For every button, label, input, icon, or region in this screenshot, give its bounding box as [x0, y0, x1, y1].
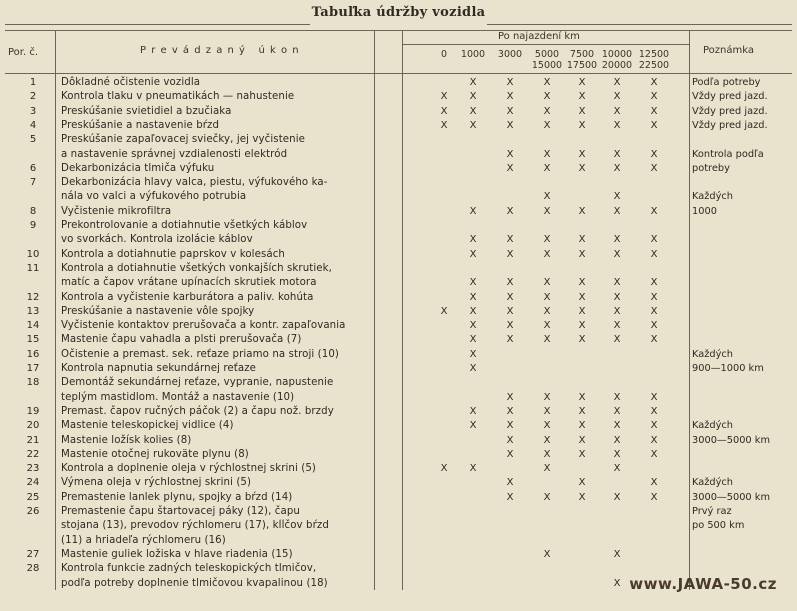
interval-mark: X — [506, 491, 514, 503]
row-number: 6 — [29, 162, 37, 174]
interval-mark: X — [469, 320, 477, 332]
interval-mark: X — [543, 291, 551, 303]
row-task: Premastenie lanlek plynu, spojky a bŕzd (14) — [61, 491, 293, 503]
table-row — [0, 148, 797, 162]
interval-mark: X — [506, 277, 514, 289]
table-row — [0, 219, 797, 233]
row-number: 17 — [26, 363, 40, 374]
interval-mark: X — [506, 234, 514, 246]
interval-mark: X — [543, 191, 551, 203]
interval-mark: X — [613, 334, 621, 346]
title-rule-right — [487, 24, 792, 25]
table-row — [0, 348, 797, 362]
row-number: 23 — [26, 463, 40, 475]
interval-mark: X — [543, 491, 551, 503]
interval-mark: X — [650, 420, 658, 432]
interval-mark: X — [543, 434, 551, 446]
interval-mark: X — [506, 119, 514, 131]
row-task: Dekarbonizácia tlmiča výfuku — [61, 162, 215, 174]
row-number: 19 — [26, 405, 40, 417]
row-number: 15 — [26, 334, 40, 346]
header-km-group: Po najazdení km — [498, 31, 580, 42]
interval-mark: X — [650, 320, 658, 332]
table-row — [0, 319, 797, 333]
interval-mark: X — [613, 491, 621, 503]
interval-mark: X — [469, 234, 477, 246]
interval-mark: X — [650, 291, 658, 303]
interval-mark: X — [578, 105, 586, 117]
interval-mark: X — [543, 277, 551, 289]
interval-mark: X — [506, 448, 514, 460]
km-column-header — [493, 49, 527, 60]
interval-mark: X — [506, 248, 514, 260]
interval-mark: X — [440, 105, 448, 117]
interval-mark: X — [469, 119, 477, 131]
table-row — [0, 248, 797, 262]
row-task: Kontrola tlaku v pneumatikách — nahustenie — [61, 91, 295, 103]
row-task: Preskúšanie svietidiel a bzučiaka — [61, 105, 232, 117]
km-value: 0 — [440, 49, 448, 60]
interval-mark: X — [506, 420, 514, 432]
interval-mark: X — [613, 391, 621, 403]
interval-mark: X — [613, 148, 621, 160]
interval-mark: X — [506, 477, 514, 489]
interval-mark: X — [506, 148, 514, 160]
km-value: 3000 — [497, 49, 523, 60]
interval-mark: X — [650, 77, 658, 88]
title-rule-left — [5, 24, 310, 25]
row-number: 8 — [29, 205, 37, 217]
interval-mark: X — [543, 391, 551, 403]
interval-mark: X — [578, 405, 586, 417]
row-task: matíc a čapov vrátane upínacích skrutiek motora — [61, 277, 317, 289]
row-note: 3000—5000 km — [692, 434, 770, 446]
interval-mark: X — [578, 119, 586, 131]
interval-mark: X — [469, 405, 477, 417]
interval-mark: X — [543, 119, 551, 131]
table-row — [0, 505, 797, 519]
row-task: Výmena oleja v rýchlostnej skrini (5) — [61, 477, 252, 489]
row-task: Kontrola a doplnenie oleja v rýchlostnej skrini (5) — [61, 463, 316, 475]
table-row — [0, 548, 797, 562]
table-row — [0, 105, 797, 119]
interval-mark: X — [650, 105, 658, 117]
row-task: Vyčistenie mikrofiltra — [61, 205, 172, 217]
interval-mark: X — [543, 548, 551, 560]
row-task: Kontrola a dotiahnutie paprskov v kolesách — [61, 248, 285, 260]
interval-mark: X — [506, 405, 514, 417]
km-value: 12500 — [638, 49, 670, 60]
interval-mark: X — [506, 434, 514, 446]
row-task: Prekontrolovanie a dotiahnutie všetkých káblov — [61, 220, 308, 231]
table-row — [0, 491, 797, 505]
interval-mark: X — [578, 448, 586, 460]
table-row — [0, 519, 797, 533]
table-row — [0, 133, 797, 147]
row-task: Očistenie a premast. sek. reťaze priamo na stroji (10) — [61, 348, 339, 360]
row-note: potreby — [692, 162, 730, 174]
interval-mark: X — [506, 320, 514, 332]
interval-mark: X — [613, 77, 621, 88]
row-number: 16 — [26, 348, 40, 360]
header-note: Poznámka — [703, 45, 754, 56]
table-row — [0, 90, 797, 104]
header-top-rule — [5, 30, 792, 31]
interval-mark: X — [613, 420, 621, 432]
table-row — [0, 76, 797, 90]
interval-mark: X — [613, 248, 621, 260]
interval-mark: X — [469, 291, 477, 303]
interval-mark: X — [578, 420, 586, 432]
interval-mark: X — [469, 463, 477, 475]
interval-mark: X — [578, 91, 586, 103]
interval-mark: X — [650, 91, 658, 103]
row-task: Preskúšanie a nastavenie vôle spojky — [61, 305, 255, 317]
interval-mark: X — [613, 463, 621, 475]
row-task: Mastenie teleskopickej vidlice (4) — [61, 420, 234, 432]
table-title: Tabuľka údržby vozidla — [311, 5, 486, 20]
interval-mark: X — [650, 334, 658, 346]
interval-mark: X — [613, 91, 621, 103]
row-task: Kontrola a dotiahnutie všetkých vonkajších skrutiek, — [61, 262, 333, 274]
interval-mark: X — [469, 105, 477, 117]
row-task: teplým mastidlom. Montáž a nastavenie (10) — [61, 391, 295, 403]
interval-mark: X — [613, 320, 621, 332]
interval-mark: X — [506, 77, 514, 88]
interval-mark: X — [543, 448, 551, 460]
row-task: Premast. čapov ručných páčok (2) a čapu nož. brzdy — [61, 405, 334, 417]
interval-mark: X — [543, 420, 551, 432]
interval-mark: X — [543, 162, 551, 174]
interval-mark: X — [543, 334, 551, 346]
interval-mark: X — [613, 191, 621, 203]
table-row — [0, 162, 797, 176]
interval-mark: X — [613, 448, 621, 460]
interval-mark: X — [578, 291, 586, 303]
interval-mark: X — [613, 205, 621, 217]
row-note: Vždy pred jazd. — [692, 105, 768, 117]
interval-mark: X — [506, 334, 514, 346]
watermark: www.JAWA-50.cz — [629, 575, 777, 593]
interval-mark: X — [650, 491, 658, 503]
row-task: Kontrola a vyčistenie karburátora a paliv. kohúta — [61, 291, 314, 303]
row-task: Kontrola napnutia sekundárnej reťaze — [61, 363, 257, 374]
interval-mark: X — [613, 119, 621, 131]
table-row — [0, 476, 797, 490]
interval-mark: X — [440, 91, 448, 103]
row-task: (11) a hriadeľa rýchlomeru (16) — [61, 534, 226, 546]
row-task: Preskúšanie zapaľovacej sviečky, jej vyčistenie — [61, 134, 306, 146]
interval-mark: X — [506, 105, 514, 117]
interval-mark: X — [650, 391, 658, 403]
km-value: 10000 — [601, 49, 633, 60]
row-task: Dôkladné očistenie vozidla — [61, 77, 201, 88]
interval-mark: X — [543, 463, 551, 475]
interval-mark: X — [578, 305, 586, 317]
km-value: 1000 — [460, 49, 486, 60]
row-number: 13 — [26, 305, 40, 317]
row-number: 3 — [29, 105, 37, 117]
km-value: 7500 — [569, 49, 595, 60]
table-row — [0, 376, 797, 390]
row-note: Vždy pred jazd. — [692, 119, 768, 131]
interval-mark: X — [469, 91, 477, 103]
row-task: Mastenie čapu vahadla a plsti prerušovača (7) — [61, 334, 302, 346]
interval-mark: X — [613, 162, 621, 174]
interval-mark: X — [543, 305, 551, 317]
interval-mark: X — [543, 91, 551, 103]
interval-mark: X — [506, 205, 514, 217]
interval-mark: X — [650, 148, 658, 160]
interval-mark: X — [650, 205, 658, 217]
table-row — [0, 233, 797, 247]
interval-mark: X — [650, 119, 658, 131]
interval-mark: X — [469, 348, 477, 360]
row-task: stojana (13), prevodov rýchlomeru (17), kĺĺčov bŕzd — [61, 520, 329, 532]
km-column-header — [637, 49, 671, 71]
row-number: 10 — [26, 248, 40, 260]
interval-mark: X — [469, 205, 477, 217]
interval-mark: X — [650, 162, 658, 174]
interval-mark: X — [650, 405, 658, 417]
table-row — [0, 434, 797, 448]
row-task: Mastenie otočnej rukoväte plynu (8) — [61, 448, 249, 460]
row-task: Kontrola funkcie zadných teleskopických tlmičov, — [61, 563, 317, 575]
interval-mark: X — [440, 119, 448, 131]
row-note: po 500 km — [692, 520, 745, 532]
table-row — [0, 119, 797, 133]
interval-mark: X — [613, 405, 621, 417]
row-number: 14 — [26, 320, 40, 332]
interval-mark: X — [440, 463, 448, 475]
table-row — [0, 462, 797, 476]
table-row — [0, 262, 797, 276]
row-number: 1 — [29, 77, 37, 88]
interval-mark: X — [543, 148, 551, 160]
interval-mark: X — [613, 277, 621, 289]
table-row — [0, 391, 797, 405]
interval-mark: X — [543, 248, 551, 260]
km-column-header — [600, 49, 634, 71]
interval-mark: X — [578, 205, 586, 217]
km-column-header — [565, 49, 599, 71]
interval-mark: X — [543, 105, 551, 117]
interval-mark: X — [578, 491, 586, 503]
interval-mark: X — [578, 77, 586, 88]
row-note: 1000 — [692, 205, 717, 217]
row-note: Kontrola podľa — [692, 148, 764, 160]
row-task: a nastavenie správnej vzdialenosti elektród — [61, 148, 288, 160]
row-number: 26 — [26, 506, 40, 517]
interval-mark: X — [469, 305, 477, 317]
row-task: nála vo valci a výfukového potrubia — [61, 191, 247, 203]
header-num: Por. č. — [8, 47, 39, 58]
interval-mark: X — [578, 234, 586, 246]
interval-mark: X — [578, 477, 586, 489]
km-value-second: 15000 — [531, 60, 563, 71]
row-number: 25 — [26, 491, 40, 503]
table-row — [0, 276, 797, 290]
row-note: Prvý raz — [692, 506, 732, 517]
km-value: 5000 — [534, 49, 560, 60]
interval-mark: X — [650, 448, 658, 460]
interval-mark: X — [613, 105, 621, 117]
interval-mark: X — [506, 305, 514, 317]
row-note: Každých — [692, 420, 734, 432]
interval-mark: X — [650, 248, 658, 260]
interval-mark: X — [650, 477, 658, 489]
header-bottom-rule — [5, 73, 792, 74]
row-task: vo svorkách. Kontrola izolácie káblov — [61, 234, 253, 246]
km-group-rule — [402, 44, 689, 45]
table-row — [0, 190, 797, 204]
row-number: 7 — [29, 177, 37, 189]
row-note: Každých — [692, 477, 734, 489]
km-value-second: 20000 — [601, 60, 633, 71]
table-row — [0, 205, 797, 219]
row-task: Vyčistenie kontaktov prerušovača a kontr. zapaľovania — [61, 320, 346, 332]
row-task: Dekarbonizácia hlavy valca, piestu, výfukového ka- — [61, 177, 328, 189]
row-number: 9 — [29, 220, 37, 231]
km-value-second: 22500 — [638, 60, 670, 71]
row-number: 4 — [29, 119, 37, 131]
row-task: Preskúšanie a nastavenie bŕzd — [61, 119, 220, 131]
row-number: 12 — [26, 291, 40, 303]
interval-mark: X — [469, 248, 477, 260]
interval-mark: X — [543, 405, 551, 417]
table-row — [0, 534, 797, 548]
row-note: Každých — [692, 348, 734, 360]
interval-mark: X — [506, 162, 514, 174]
row-number: 24 — [26, 477, 40, 489]
row-number: 27 — [26, 548, 40, 560]
interval-mark: X — [469, 77, 477, 88]
interval-mark: X — [578, 148, 586, 160]
row-task: Mastenie ložísk kolies (8) — [61, 434, 192, 446]
interval-mark: X — [469, 363, 477, 374]
interval-mark: X — [578, 162, 586, 174]
table-row — [0, 405, 797, 419]
row-note: 3000—5000 km — [692, 491, 770, 503]
table-row — [0, 333, 797, 347]
interval-mark: X — [469, 334, 477, 346]
interval-mark: X — [650, 434, 658, 446]
km-column-header — [530, 49, 564, 71]
row-number: 2 — [29, 91, 37, 103]
interval-mark: X — [543, 320, 551, 332]
interval-mark: X — [543, 234, 551, 246]
row-number: 11 — [26, 262, 40, 274]
table-row — [0, 291, 797, 305]
interval-mark: X — [650, 277, 658, 289]
header-task: P r e v á d z a n ý ú k o n — [140, 45, 300, 56]
interval-mark: X — [613, 291, 621, 303]
table-row — [0, 419, 797, 433]
interval-mark: X — [613, 548, 621, 560]
row-number: 18 — [26, 377, 40, 389]
interval-mark: X — [578, 434, 586, 446]
interval-mark: X — [469, 277, 477, 289]
interval-mark: X — [506, 291, 514, 303]
interval-mark: X — [543, 77, 551, 88]
interval-mark: X — [578, 334, 586, 346]
interval-mark: X — [440, 305, 448, 317]
interval-mark: X — [650, 234, 658, 246]
interval-mark: X — [578, 248, 586, 260]
table-row — [0, 362, 797, 376]
row-note: Vždy pred jazd. — [692, 91, 768, 103]
interval-mark: X — [613, 434, 621, 446]
row-number: 21 — [26, 434, 40, 446]
row-note: Podľa potreby — [692, 77, 761, 88]
interval-mark: X — [613, 234, 621, 246]
interval-mark: X — [506, 91, 514, 103]
interval-mark: X — [613, 305, 621, 317]
interval-mark: X — [578, 391, 586, 403]
row-task: Premastenie čapu štartovacej páky (12), čapu — [61, 506, 300, 517]
table-row — [0, 448, 797, 462]
row-note: 900—1000 km — [692, 363, 764, 374]
table-row — [0, 305, 797, 319]
interval-mark: X — [578, 277, 586, 289]
row-number: 28 — [26, 563, 40, 575]
row-number: 22 — [26, 448, 40, 460]
interval-mark: X — [506, 391, 514, 403]
interval-mark: X — [578, 320, 586, 332]
row-task: Demontáž sekundárnej reťaze, vypranie, napustenie — [61, 377, 334, 389]
km-column-header — [456, 49, 490, 60]
row-number: 20 — [26, 420, 40, 432]
row-number: 5 — [29, 134, 37, 146]
interval-mark: X — [650, 305, 658, 317]
row-task: Mastenie guliek ložiska v hlave riadenia (15) — [61, 548, 293, 560]
interval-mark: X — [543, 205, 551, 217]
row-task: podľa potreby doplnenie tlmičovou kvapalinou (18) — [61, 577, 328, 589]
km-value-second: 17500 — [566, 60, 598, 71]
interval-mark: X — [469, 420, 477, 432]
row-note: Každých — [692, 191, 734, 203]
table-row — [0, 176, 797, 190]
interval-mark: X — [613, 577, 621, 589]
